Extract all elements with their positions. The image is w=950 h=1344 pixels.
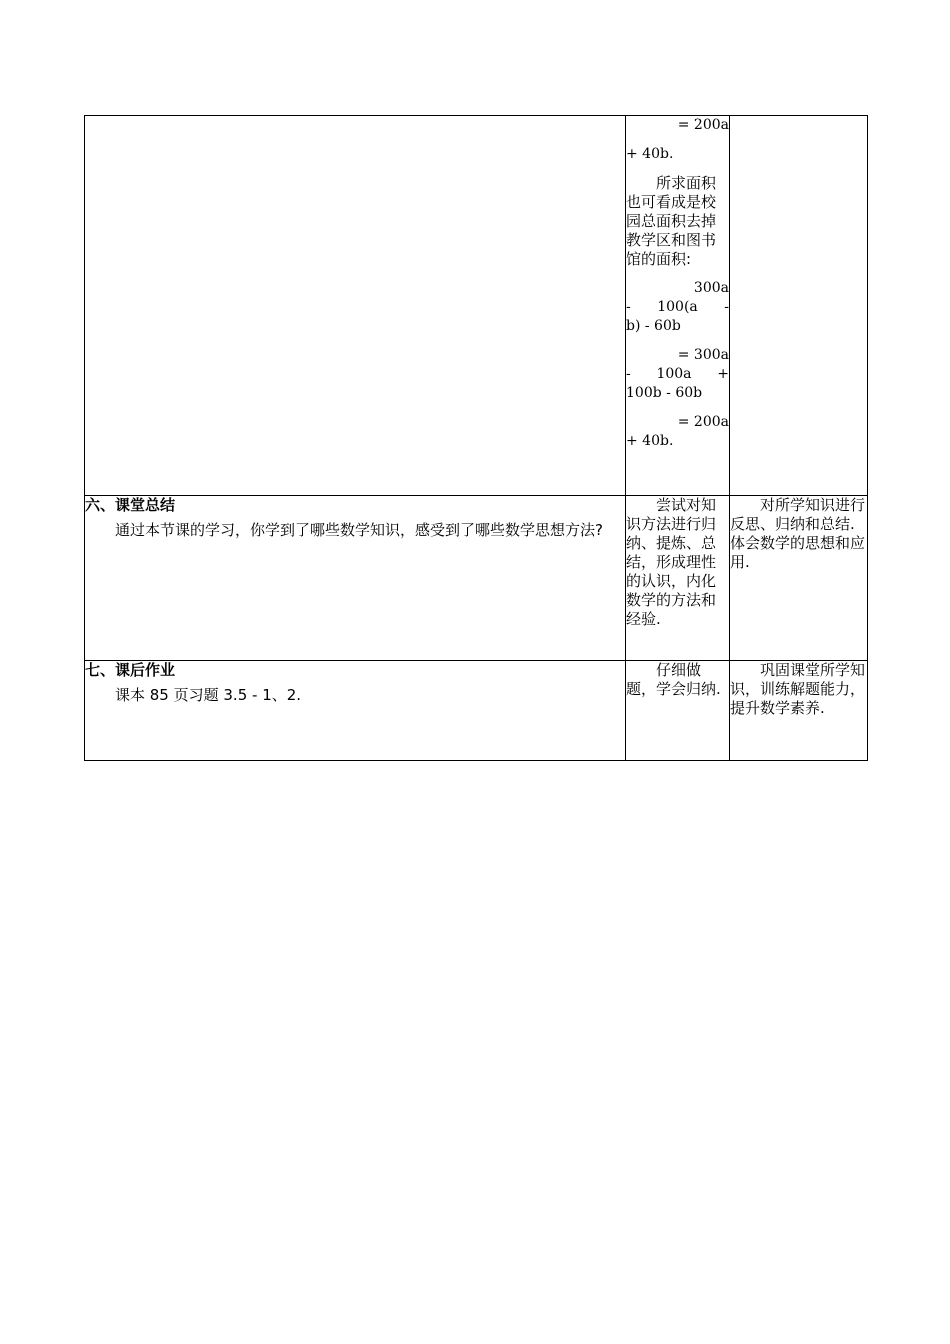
- intent-text: 对所学知识进行反思、归纳和总结. 体会数学的思想和应用.: [730, 496, 866, 571]
- cell-student-activity: [626, 116, 730, 496]
- math-line: = 200a: [677, 117, 729, 133]
- cell-student-activity: [626, 496, 730, 661]
- math-line: = 200a: [677, 414, 729, 430]
- cell-design-intent-empty: [730, 116, 868, 496]
- cell-student-activity: [626, 661, 730, 761]
- cell-homework-content: [85, 661, 626, 761]
- math-line: = 300a: [677, 347, 729, 363]
- text-paragraph: 所求面积也可看成是校园总面积去掉教学区和图书馆的面积:: [626, 174, 717, 268]
- math-line: b) - 60b: [626, 318, 681, 334]
- math-line: 300a: [693, 280, 729, 296]
- section-title: 七、课后作业: [85, 661, 176, 679]
- cell-summary-content: [85, 496, 626, 661]
- section-title: 六、课堂总结: [85, 496, 176, 514]
- cell-design-intent: [730, 661, 868, 761]
- section-body: 通过本节课的学习，你学到了哪些数学知识，感受到了哪些数学思想方法?: [115, 521, 603, 539]
- lesson-table: [84, 115, 868, 761]
- intent-text: 巩固课堂所学知识，训练解题能力，提升数学素养.: [730, 661, 866, 717]
- math-line: + 40b.: [626, 146, 674, 162]
- math-line: - 100(a -: [626, 299, 729, 315]
- math-line: - 100a +: [626, 366, 729, 382]
- table-row-homework: [85, 661, 868, 761]
- activity-text: 仔细做题，学会归纳.: [626, 661, 721, 698]
- table-row-summary: [85, 496, 868, 661]
- section-body: 课本 85 页习题 3.5 - 1、2.: [115, 686, 302, 704]
- activity-text: 尝试对知识方法进行归纳、提炼、总结，形成理性的认识，内化数学的方法和经验.: [626, 496, 717, 628]
- cell-content-empty: [85, 116, 626, 496]
- math-line: 100b - 60b: [626, 385, 703, 401]
- table-row-continued: [85, 116, 868, 496]
- math-line: + 40b.: [626, 433, 674, 449]
- cell-design-intent: [730, 496, 868, 661]
